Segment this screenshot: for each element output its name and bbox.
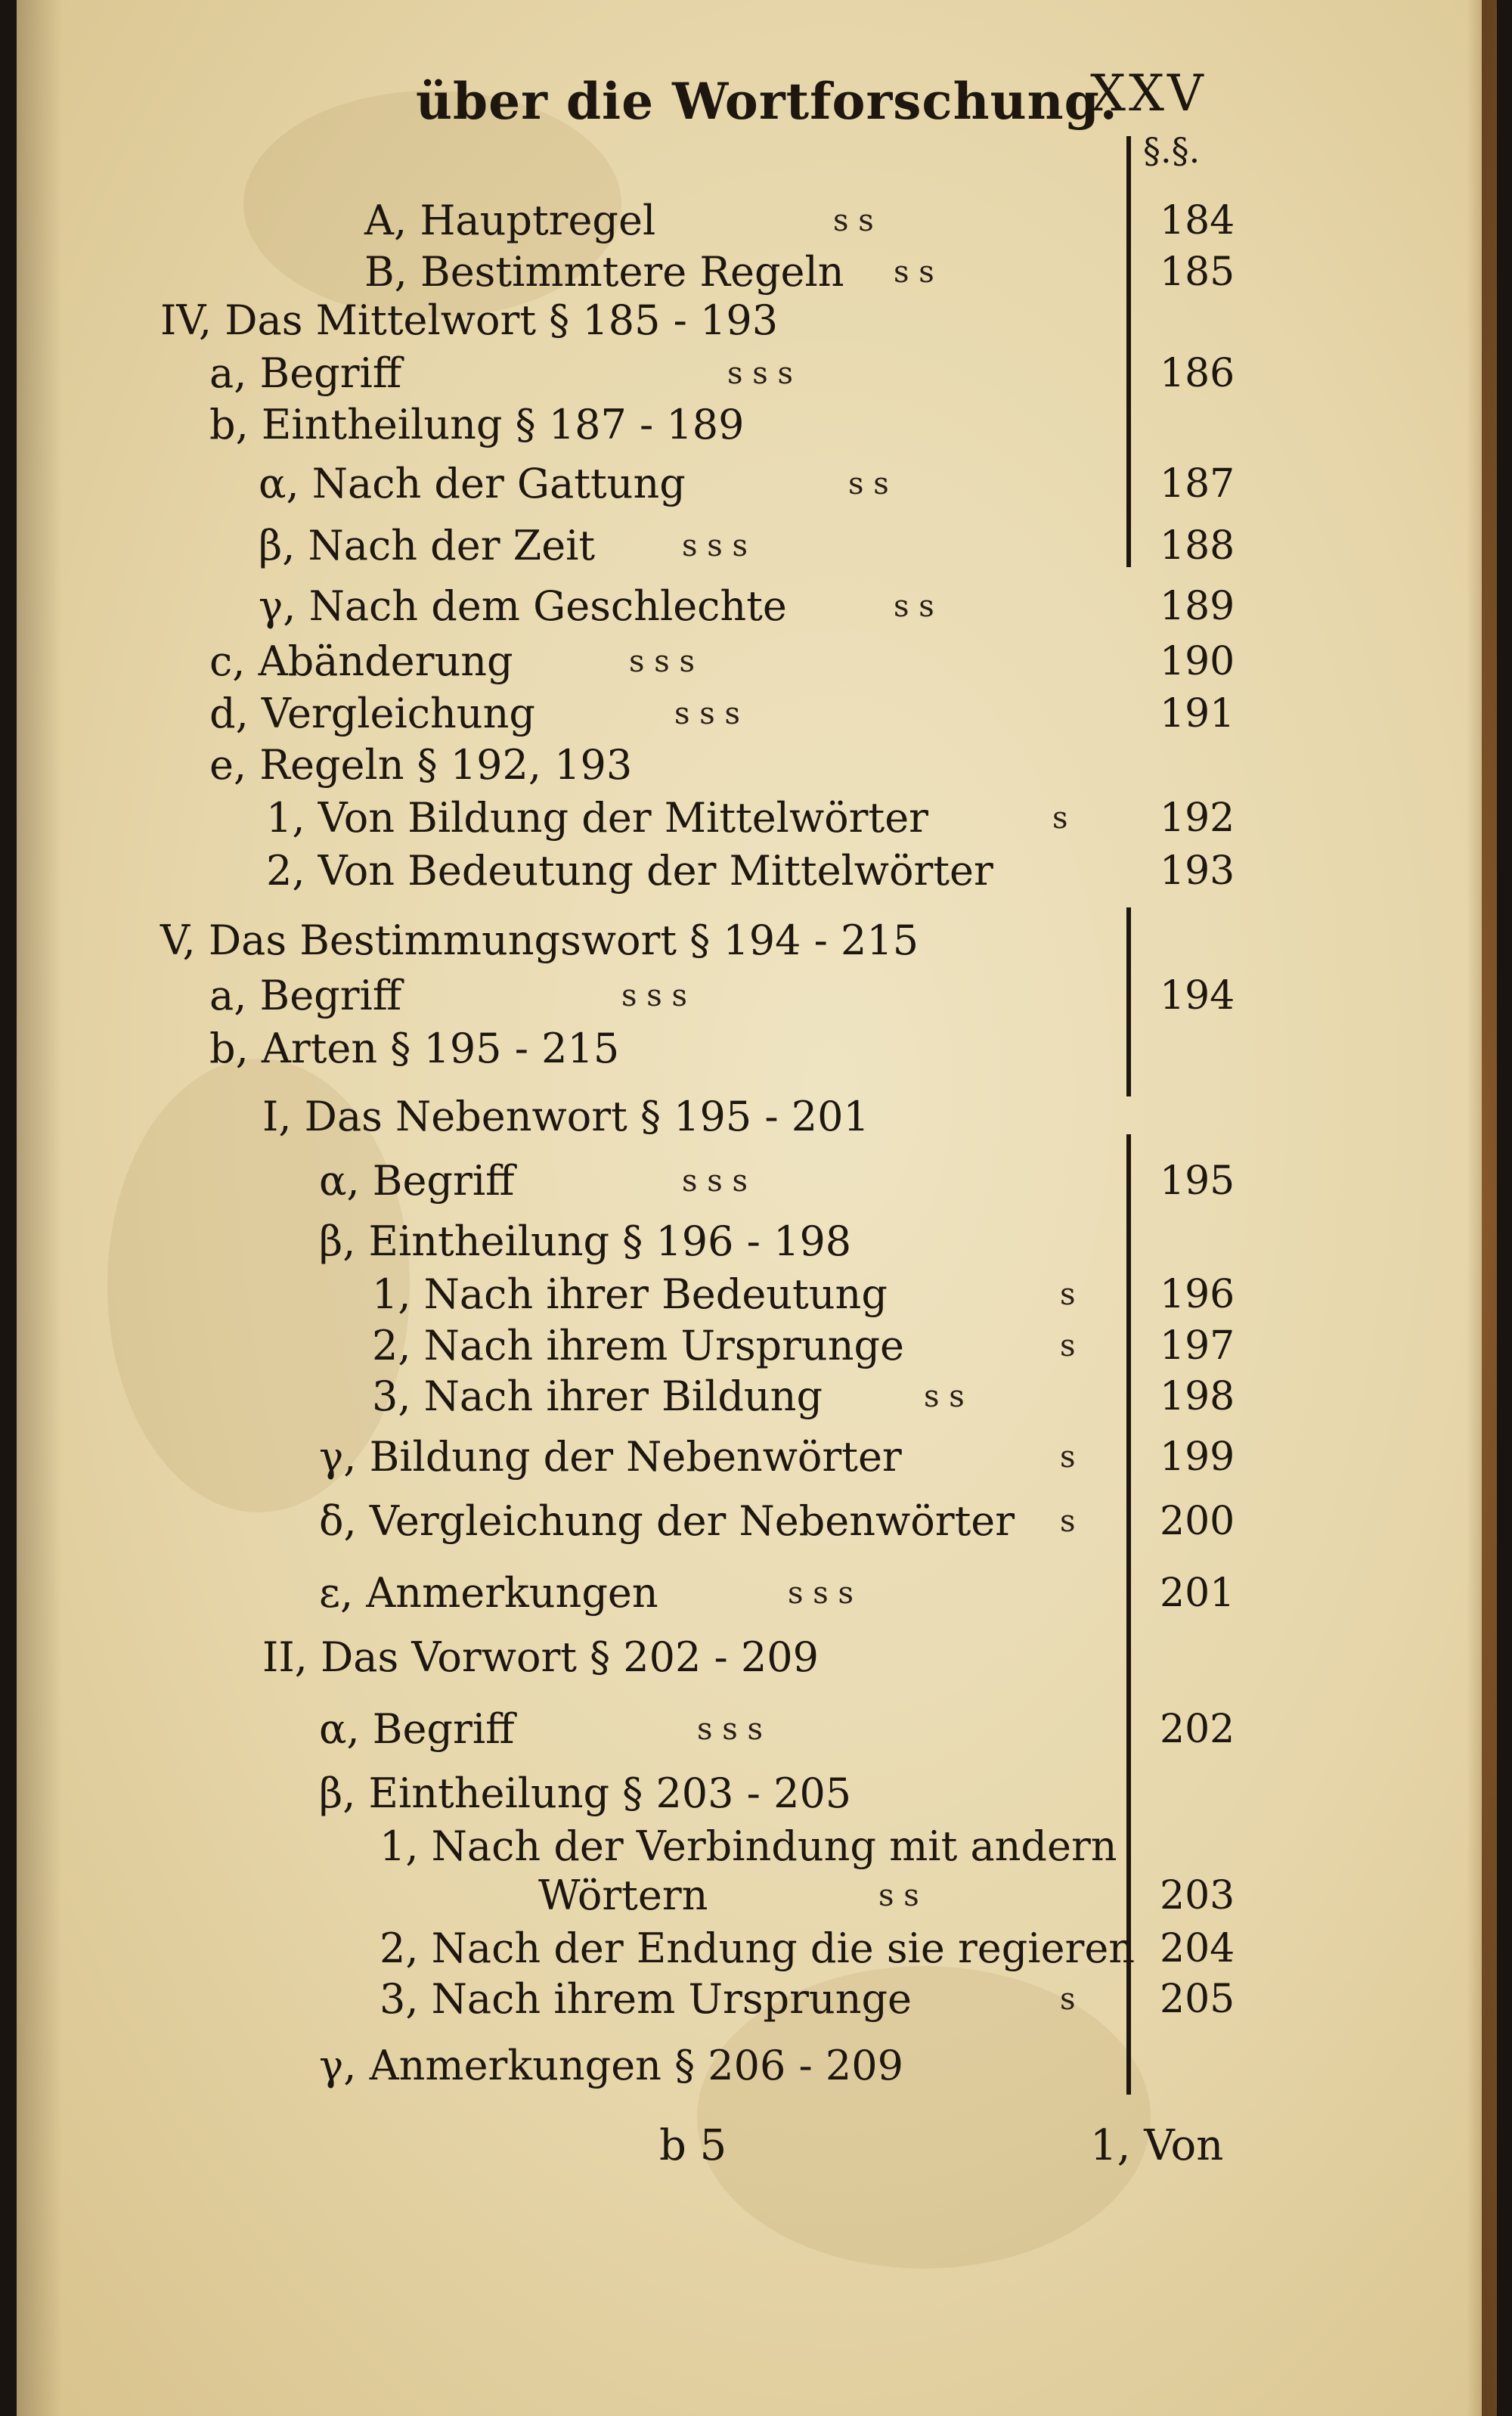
toc-entry-label: γ, Anmerkungen § 206 - 209 bbox=[319, 2042, 903, 2089]
toc-leader-dots: s s s bbox=[697, 1712, 764, 1747]
toc-paragraph-number: 199 bbox=[1160, 1434, 1235, 1480]
catchword: 1, Von bbox=[1090, 2121, 1224, 2170]
toc-paragraph-number: 192 bbox=[1160, 796, 1235, 841]
toc-entry-label: 2, Von Bedeutung der Mittelwörter bbox=[266, 847, 993, 895]
toc-paragraph-number: 189 bbox=[1160, 584, 1235, 629]
toc-leader-dots: s bbox=[1052, 801, 1068, 836]
book-page bbox=[17, 0, 1497, 2416]
toc-paragraph-number: 204 bbox=[1160, 1926, 1235, 1971]
toc-entry-label: A, Hauptregel bbox=[364, 197, 656, 244]
toc-paragraph-number: 187 bbox=[1160, 461, 1235, 507]
column-rule bbox=[1126, 907, 1131, 1096]
toc-leader-dots: s bbox=[1060, 1277, 1076, 1312]
toc-entry-label: II, Das Vorwort § 202 - 209 bbox=[262, 1633, 820, 1681]
signature-mark: b 5 bbox=[659, 2121, 727, 2170]
toc-entry-label: α, Begriff bbox=[319, 1705, 515, 1753]
toc-entry-label: a, Begriff bbox=[209, 349, 402, 397]
toc-leader-dots: s s bbox=[894, 589, 934, 624]
toc-paragraph-number: 194 bbox=[1160, 973, 1235, 1019]
toc-paragraph-number: 195 bbox=[1160, 1158, 1235, 1204]
toc-leader-dots: s s s bbox=[682, 1164, 748, 1199]
toc-paragraph-number: 202 bbox=[1160, 1707, 1235, 1752]
toc-entry-label: β, Nach der Zeit bbox=[259, 522, 596, 569]
toc-leader-dots: s s bbox=[833, 203, 874, 238]
toc-leader-dots: s bbox=[1060, 1440, 1076, 1475]
toc-entry-label: α, Begriff bbox=[319, 1157, 515, 1205]
toc-leader-dots: s s bbox=[848, 467, 889, 501]
toc-paragraph-number: 200 bbox=[1160, 1499, 1235, 1544]
toc-entry-label: 2, Nach ihrem Ursprunge bbox=[372, 1322, 905, 1369]
toc-entry-label: a, Begriff bbox=[209, 972, 402, 1019]
page-edge bbox=[1482, 0, 1497, 2416]
toc-paragraph-number: 193 bbox=[1160, 848, 1235, 894]
toc-leader-dots: s s bbox=[878, 1878, 919, 1913]
column-rule bbox=[1126, 136, 1131, 567]
toc-entry-label: V, Das Bestimmungswort § 194 - 215 bbox=[160, 916, 919, 964]
toc-paragraph-number: 197 bbox=[1160, 1323, 1235, 1369]
toc-entry-label: e, Regeln § 192, 193 bbox=[209, 741, 633, 789]
toc-entry-label: β, Eintheilung § 196 - 198 bbox=[319, 1217, 852, 1265]
toc-entry-label: Wörtern bbox=[538, 1872, 708, 1919]
toc-entry-label: IV, Das Mittelwort § 185 - 193 bbox=[160, 296, 779, 344]
toc-entry-label: c, Abänderung bbox=[209, 637, 513, 685]
toc-leader-dots: s bbox=[1060, 1982, 1076, 2017]
toc-entry-label: b, Eintheilung § 187 - 189 bbox=[209, 401, 745, 448]
toc-leader-dots: s s bbox=[924, 1379, 965, 1414]
toc-entry-label: β, Eintheilung § 203 - 205 bbox=[319, 1769, 852, 1817]
toc-entry-label: 1, Von Bildung der Mittelwörter bbox=[266, 794, 928, 842]
toc-leader-dots: s s bbox=[894, 255, 934, 290]
toc-paragraph-number: 196 bbox=[1160, 1272, 1235, 1317]
toc-leader-dots: s s s bbox=[621, 978, 688, 1013]
toc-leader-dots: s bbox=[1060, 1504, 1076, 1539]
toc-paragraph-number: 190 bbox=[1160, 639, 1235, 684]
toc-entry-label: d, Vergleichung bbox=[209, 690, 535, 737]
toc-entry-label: b, Arten § 195 - 215 bbox=[209, 1025, 620, 1072]
toc-paragraph-number: 186 bbox=[1160, 351, 1235, 396]
toc-paragraph-number: 185 bbox=[1160, 250, 1235, 295]
toc-entry-label: α, Nach der Gattung bbox=[259, 460, 686, 507]
section-mark: §.§. bbox=[1143, 130, 1201, 171]
toc-leader-dots: s bbox=[1060, 1329, 1076, 1363]
toc-paragraph-number: 184 bbox=[1160, 198, 1235, 243]
toc-leader-dots: s s s bbox=[629, 644, 696, 679]
toc-entry-label: ε, Anmerkungen bbox=[319, 1569, 658, 1617]
toc-paragraph-number: 198 bbox=[1160, 1374, 1235, 1419]
toc-entry-label: I, Das Nebenwort § 195 - 201 bbox=[262, 1093, 869, 1140]
toc-paragraph-number: 201 bbox=[1160, 1571, 1235, 1616]
toc-paragraph-number: 188 bbox=[1160, 523, 1235, 569]
toc-entry-label: γ, Bildung der Nebenwörter bbox=[319, 1433, 902, 1481]
toc-paragraph-number: 191 bbox=[1160, 691, 1235, 737]
toc-leader-dots: s s s bbox=[727, 356, 794, 391]
toc-entry-label: 3, Nach ihrem Ursprunge bbox=[380, 1975, 912, 2023]
toc-entry-label: γ, Nach dem Geschlechte bbox=[259, 582, 787, 630]
toc-entry-label: B, Bestimmtere Regeln bbox=[364, 248, 844, 296]
toc-entry-label: δ, Vergleichung der Nebenwörter bbox=[319, 1497, 1015, 1545]
running-title: über die Wortforschung. bbox=[416, 72, 1118, 131]
toc-paragraph-number: 205 bbox=[1160, 1977, 1235, 2022]
toc-entry-label: 3, Nach ihrer Bildung bbox=[372, 1372, 823, 1420]
toc-paragraph-number: 203 bbox=[1160, 1873, 1235, 1918]
toc-entry-label: 2, Nach der Endung die sie regieren bbox=[380, 1924, 1136, 1972]
toc-leader-dots: s s s bbox=[682, 529, 748, 563]
toc-leader-dots: s s s bbox=[674, 696, 741, 731]
page-number: XXV bbox=[1090, 64, 1207, 123]
toc-leader-dots: s s s bbox=[788, 1576, 854, 1611]
toc-entry-label: 1, Nach der Verbindung mit andern bbox=[380, 1822, 1117, 1870]
toc-entry-label: 1, Nach ihrer Bedeutung bbox=[372, 1270, 888, 1318]
